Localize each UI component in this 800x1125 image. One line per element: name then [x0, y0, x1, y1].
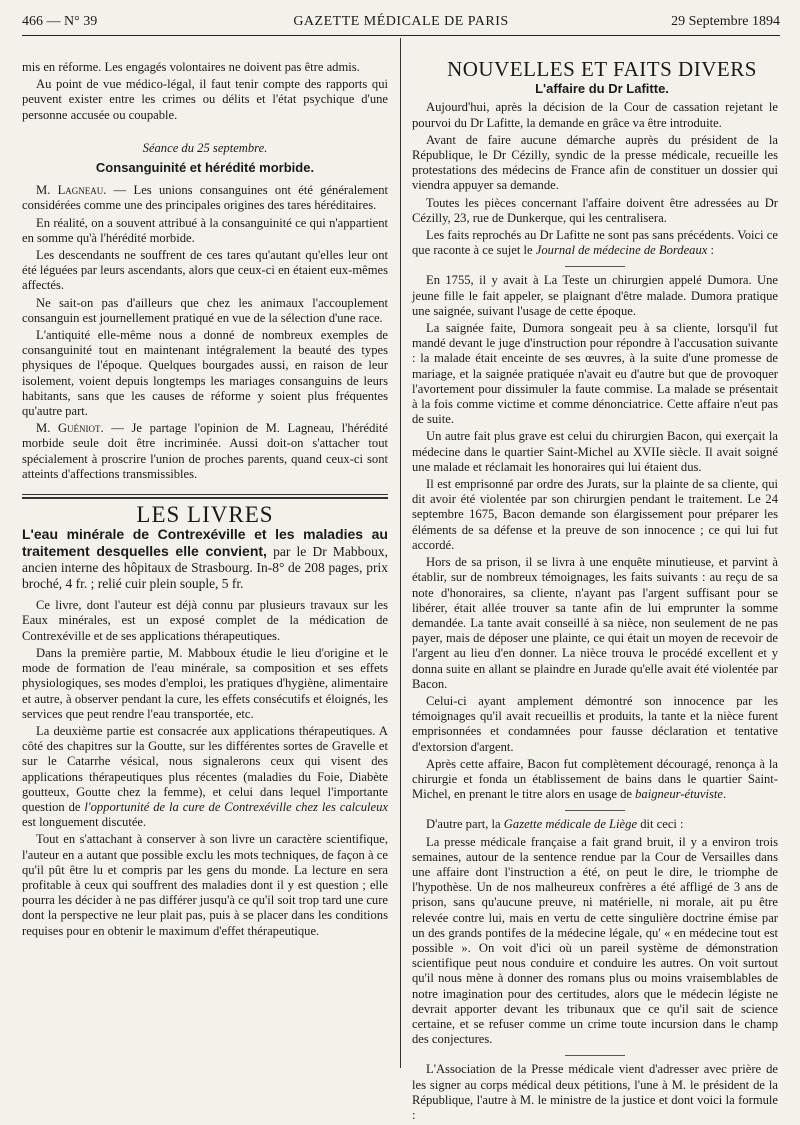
- book-entry: [22, 526, 388, 592]
- paragraph: Celui-ci ayant amplement démontré son innocence par les témoignages qu'il avait recueillis et produits, la tante et la nièce furent emprisonnées et condamnées pour fausse déclaration et tentative d'extorsion d'argent.: [412, 693, 778, 754]
- book-title: L'eau minérale de Contrexéville et les maladies au traitement desquelles elle convient,: [22, 526, 388, 560]
- paragraph: L'Association de la Presse médicale vient d'adresser avec prière de les signer au corps médical deux pétitions, l'une à M. le président de la République, l'autre à M. le ministre de la justice et dont voici la formule :: [412, 1062, 778, 1122]
- paragraph: mis en réforme. Les engagés volontaires ne doivent pas être admis.: [22, 60, 360, 74]
- section-divider: [22, 494, 388, 499]
- left-column: [22, 60, 388, 941]
- section-heading: NOUVELLES ET FAITS DIVERS: [447, 57, 757, 81]
- paragraph: Il est emprisonné par ordre des Jurats, sur la plainte de sa cliente, qui dit avoir été violentée par son chirurgien pendant le traitement. Le 24 septembre 1675, Bacon demande son élargissement pour préparer les éléments de sa défense et la preuve de son innocence ; ce qui lui fut accordé.: [412, 477, 778, 552]
- paragraph: Tout en s'attachant à conserver à son livre un caractère scientifique, l'auteur en a autant que possible exclu les mots techniques, de façon à ce qu'il pût être lu et compris par les gens du monde. La lecture en sera profitable à ceux qui souffrent des maladies dont il y est question ; elle pourra les décider à ne pas différer jusqu'à ce qu'il soit trop tard une cure dont la perspective ne leur plait pas, puis à se placer dans les conditions requises pour en obtenir le maximum d'effet thérapeutique.: [22, 832, 388, 938]
- journal-title: GAZETTE MÉDICALE DE PARIS: [293, 14, 509, 29]
- paragraph: Après cette affaire, Bacon fut complètement découragé, renonça à la chirurgie et fonda un établissement de bains dans le quartier Saint-Michel, en prenant le titre alors en usage de baigneur-étuviste.: [412, 756, 778, 802]
- header-rule: [22, 35, 780, 36]
- paragraph: Hors de sa prison, il se livra à une enquête minutieuse, et parvint à établir, sur de nombreux témoignages, les faits suivants : au reçu de sa note d'honoraires, sa cliente, n'ayant pas l'argent suffisant pour se libérer, était allée trouver sa tante afin de lui emprunter la somme demandée. La tante avait conseillé à sa nièce, non seulement de ne pas payer, mais de déposer une plainte, ce qui était un moyen de recevoir de l'argent au lieu d'en donner. La nièce trouva le procédé excellent et y donna suite en allant se plaindre en Jurade qu'elle avait été violentée par Bacon.: [412, 555, 778, 691]
- paragraph: Dans la première partie, M. Mabboux étudie le lieu d'origine et le mode de formation de l'eau minérale, sa composition et ses effets physiologiques, ses modes d'emploi, les pratiques d'hygiène, alimentaire et autre, à observer pendant la cure, les effets consécutifs et éloignés, les services que peut rendre l'eau transportée, etc.: [22, 645, 388, 721]
- issue-date: 29 Septembre 1894: [671, 14, 780, 29]
- book-details: par le Dr Mabboux, ancien interne des hôpitaux de Strasbourg. In-8° de 208 pages, prix broché, 4 fr. ; relié cuir plein souple, 5 fr.: [22, 544, 388, 592]
- paragraph: La saignée faite, Dumora songeait peu à sa cliente, lorsqu'il fut mandé devant le juge d'instruction pour répondre à l'accusation suivante : la malade était enceinte de ses œuvres, à la suite d'une promesse de mariage, et la saignée pratiquée n'avait eu d'autre but que de provoquer l'avortement pour dissimuler la faute commise. La malade se présentait à la fois comme victime et comme dénonciatrice. Cette affaire n'eut pas de suite.: [412, 321, 778, 427]
- paragraph: En 1755, il y avait à La Teste un chirurgien appelé Dumora. Une jeune fille le fait appeler, se plaignant d'être malade. Dumora pratique une saignée, suivant l'usage de cette époque.: [412, 273, 778, 318]
- paragraph: Ce livre, dont l'auteur est déjà connu par plusieurs travaux sur les Eaux minérales, est un exposé complet de la médication de Contrexéville et de ses applications thérapeutiques.: [22, 598, 388, 643]
- short-rule: [565, 810, 625, 811]
- paragraph: M. Guéniot. — Je partage l'opinion de M. Lagneau, l'hérédité morbide seule doit être incriminée. Aussi doit-on s'attacher tout spécialement à proscrire l'union de proches parents, quand ceux-ci sont atteints d'affections transmissibles.: [22, 421, 388, 481]
- paragraph: Ne sait-on pas d'ailleurs que chez les animaux l'accouplement consanguin est journellement pratiqué en vue de la sélection d'une race.: [22, 295, 388, 325]
- paragraph: Au point de vue médico-légal, il faut tenir compte des rapports qui peuvent exister entre les crimes ou délits et l'état psychique d'une personne accusée ou coupable.: [22, 77, 388, 122]
- speaker-name: M. Guéniot.: [36, 421, 104, 436]
- paragraph: Les descendants ne souffrent de ces tares qu'autant qu'elles leur ont été léguées par leurs ascendants, alors que ceux-ci en étaient eux-mêmes affectés.: [22, 248, 388, 293]
- paragraph: Les faits reprochés au Dr Lafitte ne sont pas sans précédents. Voici ce que raconte à ce sujet le Journal de médecine de Bordeaux :: [412, 228, 778, 258]
- subsection-title: L'affaire du Dr Lafitte.: [535, 81, 669, 97]
- paragraph: Un autre fait plus grave est celui du chirurgien Bacon, qui exerçait la médecine dans le quartier Saint-Michel au XVIIe siècle. Il avait soigné une malade et réclamait les honoraires qui lui étaient dus.: [412, 429, 778, 474]
- page-number: 466 — N° 39: [22, 14, 98, 29]
- session-date: Séance du 25 septembre.: [142, 140, 268, 155]
- short-rule: [565, 1055, 625, 1056]
- section-heading: LES LIVRES: [136, 502, 274, 528]
- paragraph: La presse médicale française a fait grand bruit, il y a environ trois semaines, autour de la sentence rendue par la Cour de Versailles dans une affaire dont l'instruction a été, on peut le dire, le triomphe de l'hypothèse. Un de nos malheureux confrères a été affligé de 3 ans de prison, sans qu'aucune preuve, ni matérielle, ni morale, ait pu être relevée contre lui, mais en vertu de cette singulière doctrine émise par un des grands pontifes de la médecine légale, qu' « en médecine tout est possible ». On voit d'ici où un pareil système de démonstration scientifique peut nous conduire et conduire les autres. On voit surtout qu'il nous mène à donner des romans plus ou moins vraisemblables de notre imagination pour des certitudes, alors que le médecin légiste ne devrait apporter devant les tribunaux que ce qu'il sait de science certaine, et se refuser comme un crime toute incursion dans le champ des conjectures.: [412, 834, 778, 1047]
- right-column: [412, 57, 778, 1125]
- paragraph: L'antiquité elle-même nous a donné de nombreux exemples de consanguinité tout en maintenant intégralement la beauté des types physiques de l'époque. Quelques bourgades aussi, en raison de leur isolement, voient depuis longtemps les mariages consanguins de leurs habitants, sans que les causes de réforme y soient plus fréquentes qu'autre part.: [22, 328, 388, 419]
- speaker-name: M. Lagneau.: [36, 183, 107, 198]
- column-divider: [400, 38, 401, 1068]
- paragraph: Avant de faire aucune démarche auprès du président de la République, le Dr Cézilly, syndic de la presse médicale, recueille les protestations des médecins de France afin de constituer un dossier qui viendra appuyer sa demande.: [412, 132, 778, 193]
- paragraph: D'autre part, la Gazette médicale de Liège dit ceci :: [426, 817, 684, 832]
- running-header: [22, 12, 780, 32]
- paragraph: Toutes les pièces concernant l'affaire doivent être adressées au Dr Cézilly, 23, rue de Dunkerque, qui les centralisera.: [412, 195, 778, 225]
- paragraph: La deuxième partie est consacrée aux applications thérapeutiques. A côté des chapitres sur la Goutte, sur les différentes sortes de Gravelle et sur le Catarrhe vésical, nous signalerons ceux qui visent des applications thérapeutiques plus récentes (maladies du Foie, Diabète goutteux, Goutte chez la femme), et celui dans lequel l'importante question de l'opportunité de la cure de Contrexéville chez les calculeux est longuement discutée.: [22, 723, 388, 830]
- subsection-title: Consanguinité et hérédité morbide.: [95, 160, 315, 176]
- short-rule: [565, 266, 625, 267]
- paragraph: En réalité, on a souvent attribué à la consanguinité ce qui n'appartient en somme qu'à l'hérédité morbide.: [22, 215, 388, 245]
- paragraph: M. Lagneau. — Les unions consanguines ont été généralement considérées comme une des principales origines des tares héréditaires.: [22, 183, 388, 213]
- paragraph: Aujourd'hui, après la décision de la Cour de cassation rejetant le pourvoi du Dr Lafitte, la demande en grâce va être introduite.: [412, 100, 778, 130]
